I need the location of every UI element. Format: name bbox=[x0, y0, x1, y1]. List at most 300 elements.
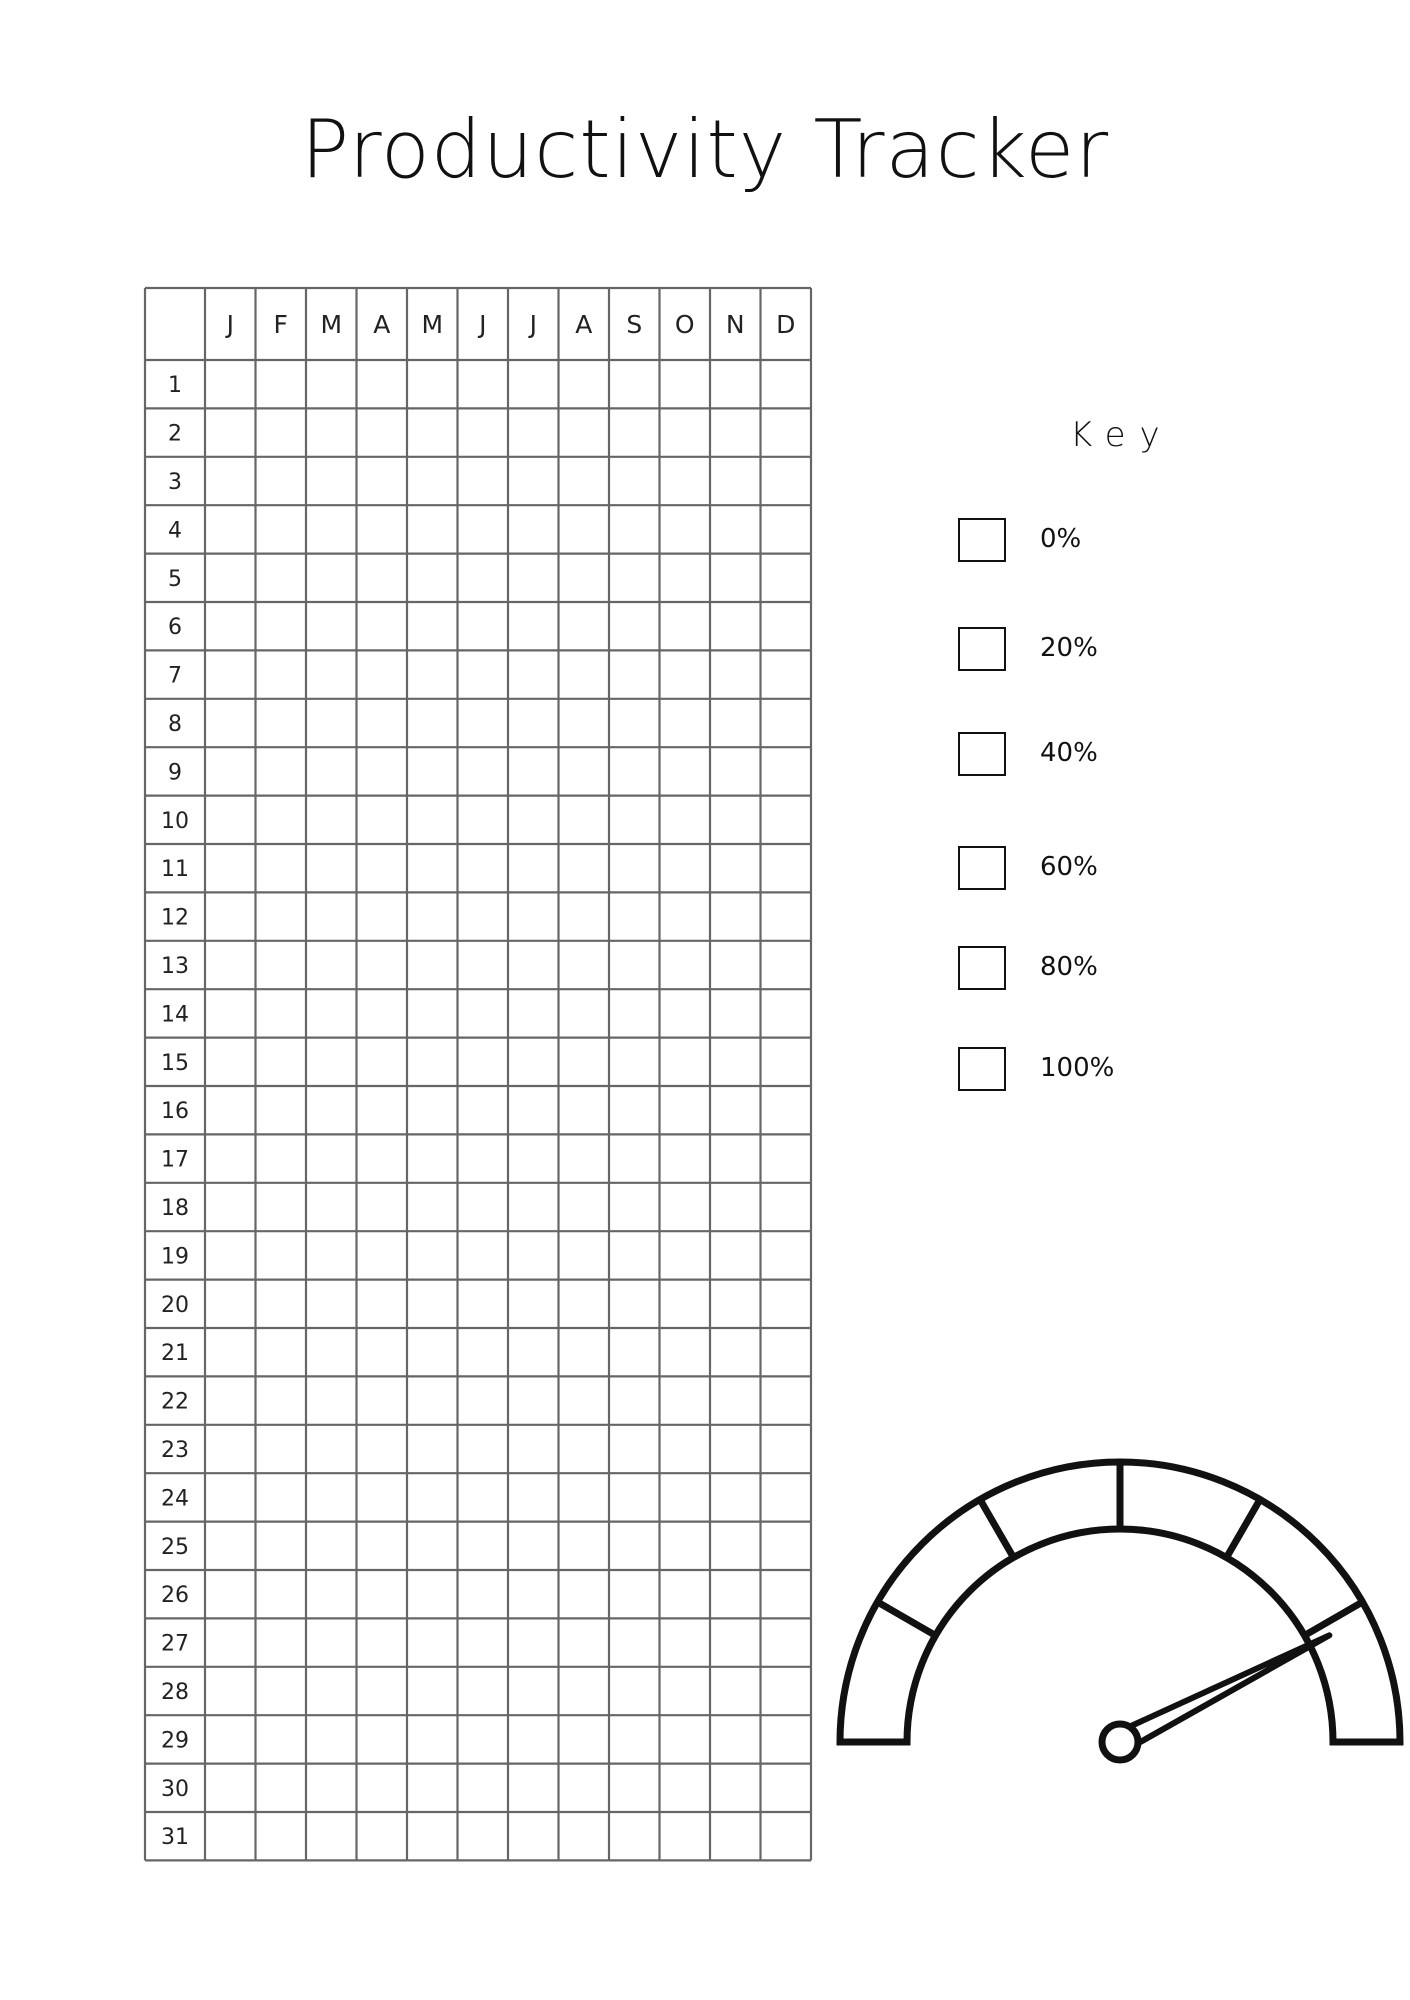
tracker-cell[interactable] bbox=[358, 1330, 406, 1375]
tracker-cell[interactable] bbox=[459, 1136, 507, 1181]
tracker-cell[interactable] bbox=[358, 942, 406, 987]
tracker-cell[interactable] bbox=[611, 1039, 659, 1084]
tracker-cell[interactable] bbox=[661, 1523, 709, 1568]
tracker-cell[interactable] bbox=[661, 1233, 709, 1278]
tracker-cell[interactable] bbox=[358, 1620, 406, 1665]
tracker-cell[interactable] bbox=[712, 1330, 760, 1375]
tracker-cell[interactable] bbox=[257, 894, 305, 939]
tracker-cell[interactable] bbox=[712, 1426, 760, 1471]
tracker-cell[interactable] bbox=[510, 362, 558, 407]
tracker-cell[interactable] bbox=[611, 1765, 659, 1810]
tracker-cell[interactable] bbox=[712, 1717, 760, 1762]
tracker-cell[interactable] bbox=[661, 1620, 709, 1665]
tracker-cell[interactable] bbox=[459, 1281, 507, 1326]
tracker-cell[interactable] bbox=[611, 1233, 659, 1278]
tracker-cell[interactable] bbox=[661, 458, 709, 503]
tracker-cell[interactable] bbox=[560, 458, 608, 503]
tracker-cell[interactable] bbox=[712, 1378, 760, 1423]
tracker-cell[interactable] bbox=[459, 1184, 507, 1229]
tracker-cell[interactable] bbox=[257, 700, 305, 745]
tracker-cell[interactable] bbox=[207, 942, 255, 987]
tracker-cell[interactable] bbox=[207, 362, 255, 407]
tracker-cell[interactable] bbox=[661, 1475, 709, 1520]
tracker-cell[interactable] bbox=[762, 1572, 810, 1617]
tracker-cell[interactable] bbox=[510, 894, 558, 939]
tracker-cell[interactable] bbox=[409, 1233, 457, 1278]
tracker-cell[interactable] bbox=[257, 942, 305, 987]
tracker-cell[interactable] bbox=[611, 1281, 659, 1326]
tracker-cell[interactable] bbox=[510, 1378, 558, 1423]
tracker-cell[interactable] bbox=[560, 555, 608, 600]
tracker-cell[interactable] bbox=[308, 1475, 356, 1520]
tracker-cell[interactable] bbox=[308, 1620, 356, 1665]
tracker-cell[interactable] bbox=[611, 1717, 659, 1762]
tracker-cell[interactable] bbox=[207, 1668, 255, 1713]
tracker-cell[interactable] bbox=[257, 1039, 305, 1084]
tracker-cell[interactable] bbox=[308, 1281, 356, 1326]
tracker-cell[interactable] bbox=[358, 1717, 406, 1762]
tracker-cell[interactable] bbox=[409, 991, 457, 1036]
tracker-cell[interactable] bbox=[459, 991, 507, 1036]
tracker-cell[interactable] bbox=[712, 1281, 760, 1326]
tracker-cell[interactable] bbox=[409, 1717, 457, 1762]
tracker-cell[interactable] bbox=[560, 749, 608, 794]
tracker-cell[interactable] bbox=[762, 1330, 810, 1375]
tracker-cell[interactable] bbox=[611, 1136, 659, 1181]
tracker-cell[interactable] bbox=[308, 1378, 356, 1423]
tracker-cell[interactable] bbox=[308, 1572, 356, 1617]
tracker-cell[interactable] bbox=[409, 700, 457, 745]
tracker-cell[interactable] bbox=[459, 846, 507, 891]
tracker-cell[interactable] bbox=[257, 1233, 305, 1278]
tracker-cell[interactable] bbox=[560, 700, 608, 745]
tracker-cell[interactable] bbox=[409, 507, 457, 552]
tracker-cell[interactable] bbox=[308, 1765, 356, 1810]
tracker-cell[interactable] bbox=[762, 1039, 810, 1084]
tracker-cell[interactable] bbox=[207, 1233, 255, 1278]
tracker-cell[interactable] bbox=[510, 942, 558, 987]
tracker-cell[interactable] bbox=[358, 410, 406, 455]
tracker-cell[interactable] bbox=[459, 1765, 507, 1810]
tracker-cell[interactable] bbox=[459, 1475, 507, 1520]
tracker-cell[interactable] bbox=[358, 1281, 406, 1326]
tracker-cell[interactable] bbox=[510, 1330, 558, 1375]
tracker-cell[interactable] bbox=[611, 1330, 659, 1375]
tracker-cell[interactable] bbox=[762, 700, 810, 745]
tracker-cell[interactable] bbox=[510, 652, 558, 697]
tracker-cell[interactable] bbox=[308, 410, 356, 455]
tracker-cell[interactable] bbox=[257, 797, 305, 842]
tracker-cell[interactable] bbox=[661, 846, 709, 891]
tracker-cell[interactable] bbox=[560, 991, 608, 1036]
tracker-cell[interactable] bbox=[560, 1475, 608, 1520]
tracker-cell[interactable] bbox=[409, 362, 457, 407]
tracker-cell[interactable] bbox=[257, 1378, 305, 1423]
tracker-cell[interactable] bbox=[661, 1668, 709, 1713]
tracker-cell[interactable] bbox=[308, 942, 356, 987]
tracker-cell[interactable] bbox=[409, 1378, 457, 1423]
key-checkbox[interactable] bbox=[958, 846, 1006, 890]
tracker-cell[interactable] bbox=[560, 604, 608, 649]
tracker-cell[interactable] bbox=[510, 1088, 558, 1133]
tracker-cell[interactable] bbox=[560, 797, 608, 842]
tracker-cell[interactable] bbox=[762, 894, 810, 939]
tracker-cell[interactable] bbox=[661, 1330, 709, 1375]
tracker-cell[interactable] bbox=[257, 1620, 305, 1665]
tracker-cell[interactable] bbox=[207, 991, 255, 1036]
tracker-cell[interactable] bbox=[207, 1281, 255, 1326]
tracker-cell[interactable] bbox=[762, 1281, 810, 1326]
tracker-cell[interactable] bbox=[207, 1136, 255, 1181]
tracker-cell[interactable] bbox=[510, 1426, 558, 1471]
tracker-cell[interactable] bbox=[257, 458, 305, 503]
tracker-cell[interactable] bbox=[611, 410, 659, 455]
tracker-cell[interactable] bbox=[409, 1523, 457, 1568]
tracker-cell[interactable] bbox=[358, 458, 406, 503]
tracker-cell[interactable] bbox=[257, 1281, 305, 1326]
tracker-cell[interactable] bbox=[712, 362, 760, 407]
tracker-cell[interactable] bbox=[459, 1523, 507, 1568]
tracker-cell[interactable] bbox=[762, 652, 810, 697]
tracker-cell[interactable] bbox=[762, 410, 810, 455]
tracker-cell[interactable] bbox=[358, 991, 406, 1036]
tracker-cell[interactable] bbox=[661, 942, 709, 987]
tracker-cell[interactable] bbox=[459, 1233, 507, 1278]
tracker-cell[interactable] bbox=[560, 1136, 608, 1181]
tracker-cell[interactable] bbox=[712, 1572, 760, 1617]
tracker-cell[interactable] bbox=[560, 1426, 608, 1471]
tracker-cell[interactable] bbox=[257, 1668, 305, 1713]
tracker-cell[interactable] bbox=[661, 1378, 709, 1423]
tracker-cell[interactable] bbox=[207, 604, 255, 649]
tracker-cell[interactable] bbox=[560, 1523, 608, 1568]
tracker-cell[interactable] bbox=[409, 1184, 457, 1229]
tracker-cell[interactable] bbox=[560, 410, 608, 455]
tracker-cell[interactable] bbox=[257, 1523, 305, 1568]
tracker-cell[interactable] bbox=[459, 555, 507, 600]
tracker-cell[interactable] bbox=[712, 458, 760, 503]
tracker-cell[interactable] bbox=[207, 700, 255, 745]
tracker-cell[interactable] bbox=[762, 942, 810, 987]
tracker-cell[interactable] bbox=[358, 1765, 406, 1810]
tracker-cell[interactable] bbox=[207, 1717, 255, 1762]
tracker-cell[interactable] bbox=[762, 1475, 810, 1520]
key-checkbox[interactable] bbox=[958, 627, 1006, 671]
tracker-cell[interactable] bbox=[358, 1136, 406, 1181]
tracker-cell[interactable] bbox=[257, 846, 305, 891]
tracker-cell[interactable] bbox=[560, 1765, 608, 1810]
tracker-cell[interactable] bbox=[611, 991, 659, 1036]
tracker-cell[interactable] bbox=[459, 942, 507, 987]
tracker-cell[interactable] bbox=[207, 1765, 255, 1810]
tracker-cell[interactable] bbox=[207, 1620, 255, 1665]
tracker-cell[interactable] bbox=[712, 991, 760, 1036]
tracker-cell[interactable] bbox=[661, 894, 709, 939]
tracker-cell[interactable] bbox=[560, 652, 608, 697]
tracker-cell[interactable] bbox=[762, 991, 810, 1036]
tracker-cell[interactable] bbox=[762, 458, 810, 503]
tracker-cell[interactable] bbox=[358, 1668, 406, 1713]
tracker-cell[interactable] bbox=[611, 652, 659, 697]
tracker-cell[interactable] bbox=[661, 507, 709, 552]
tracker-cell[interactable] bbox=[510, 1039, 558, 1084]
tracker-cell[interactable] bbox=[308, 1814, 356, 1859]
tracker-cell[interactable] bbox=[207, 1184, 255, 1229]
tracker-cell[interactable] bbox=[358, 797, 406, 842]
tracker-cell[interactable] bbox=[712, 894, 760, 939]
tracker-cell[interactable] bbox=[560, 507, 608, 552]
tracker-cell[interactable] bbox=[712, 1475, 760, 1520]
tracker-cell[interactable] bbox=[762, 797, 810, 842]
tracker-cell[interactable] bbox=[459, 1378, 507, 1423]
tracker-cell[interactable] bbox=[611, 749, 659, 794]
tracker-cell[interactable] bbox=[358, 1184, 406, 1229]
tracker-cell[interactable] bbox=[661, 1088, 709, 1133]
tracker-cell[interactable] bbox=[762, 1668, 810, 1713]
tracker-cell[interactable] bbox=[459, 1572, 507, 1617]
tracker-cell[interactable] bbox=[358, 749, 406, 794]
tracker-cell[interactable] bbox=[510, 1620, 558, 1665]
tracker-cell[interactable] bbox=[459, 1717, 507, 1762]
tracker-cell[interactable] bbox=[560, 894, 608, 939]
tracker-cell[interactable] bbox=[611, 1814, 659, 1859]
tracker-cell[interactable] bbox=[712, 1184, 760, 1229]
tracker-cell[interactable] bbox=[409, 749, 457, 794]
tracker-cell[interactable] bbox=[712, 1039, 760, 1084]
tracker-cell[interactable] bbox=[712, 507, 760, 552]
tracker-cell[interactable] bbox=[409, 1668, 457, 1713]
tracker-cell[interactable] bbox=[762, 1620, 810, 1665]
tracker-cell[interactable] bbox=[409, 1572, 457, 1617]
tracker-cell[interactable] bbox=[257, 652, 305, 697]
tracker-cell[interactable] bbox=[257, 749, 305, 794]
tracker-cell[interactable] bbox=[762, 1136, 810, 1181]
tracker-cell[interactable] bbox=[459, 1620, 507, 1665]
tracker-cell[interactable] bbox=[358, 1572, 406, 1617]
tracker-cell[interactable] bbox=[409, 652, 457, 697]
tracker-cell[interactable] bbox=[510, 749, 558, 794]
tracker-cell[interactable] bbox=[661, 700, 709, 745]
tracker-cell[interactable] bbox=[409, 1136, 457, 1181]
tracker-cell[interactable] bbox=[308, 652, 356, 697]
tracker-cell[interactable] bbox=[560, 1378, 608, 1423]
tracker-cell[interactable] bbox=[510, 797, 558, 842]
tracker-cell[interactable] bbox=[611, 1523, 659, 1568]
tracker-cell[interactable] bbox=[510, 458, 558, 503]
tracker-cell[interactable] bbox=[358, 604, 406, 649]
key-checkbox[interactable] bbox=[958, 1047, 1006, 1091]
tracker-cell[interactable] bbox=[510, 555, 558, 600]
tracker-cell[interactable] bbox=[459, 1088, 507, 1133]
tracker-cell[interactable] bbox=[257, 555, 305, 600]
tracker-cell[interactable] bbox=[611, 1620, 659, 1665]
tracker-cell[interactable] bbox=[611, 458, 659, 503]
tracker-cell[interactable] bbox=[459, 1039, 507, 1084]
tracker-cell[interactable] bbox=[661, 991, 709, 1036]
tracker-cell[interactable] bbox=[712, 1765, 760, 1810]
tracker-cell[interactable] bbox=[207, 1088, 255, 1133]
tracker-cell[interactable] bbox=[510, 991, 558, 1036]
tracker-cell[interactable] bbox=[661, 1765, 709, 1810]
tracker-cell[interactable] bbox=[762, 1088, 810, 1133]
key-checkbox[interactable] bbox=[958, 946, 1006, 990]
tracker-cell[interactable] bbox=[308, 1088, 356, 1133]
tracker-cell[interactable] bbox=[510, 1572, 558, 1617]
tracker-cell[interactable] bbox=[510, 1475, 558, 1520]
tracker-cell[interactable] bbox=[257, 410, 305, 455]
tracker-cell[interactable] bbox=[611, 1572, 659, 1617]
tracker-cell[interactable] bbox=[661, 652, 709, 697]
tracker-cell[interactable] bbox=[611, 555, 659, 600]
tracker-cell[interactable] bbox=[409, 1281, 457, 1326]
tracker-cell[interactable] bbox=[207, 555, 255, 600]
tracker-cell[interactable] bbox=[358, 507, 406, 552]
tracker-cell[interactable] bbox=[712, 797, 760, 842]
tracker-cell[interactable] bbox=[560, 1620, 608, 1665]
tracker-cell[interactable] bbox=[207, 1572, 255, 1617]
tracker-cell[interactable] bbox=[712, 1233, 760, 1278]
tracker-cell[interactable] bbox=[611, 797, 659, 842]
tracker-cell[interactable] bbox=[207, 1523, 255, 1568]
tracker-cell[interactable] bbox=[661, 1426, 709, 1471]
tracker-cell[interactable] bbox=[560, 1717, 608, 1762]
tracker-cell[interactable] bbox=[762, 1233, 810, 1278]
tracker-cell[interactable] bbox=[459, 1668, 507, 1713]
tracker-cell[interactable] bbox=[762, 1765, 810, 1810]
tracker-cell[interactable] bbox=[409, 797, 457, 842]
tracker-cell[interactable] bbox=[510, 1184, 558, 1229]
tracker-cell[interactable] bbox=[308, 700, 356, 745]
tracker-cell[interactable] bbox=[762, 1717, 810, 1762]
tracker-cell[interactable] bbox=[409, 1620, 457, 1665]
tracker-cell[interactable] bbox=[510, 846, 558, 891]
tracker-cell[interactable] bbox=[510, 507, 558, 552]
tracker-cell[interactable] bbox=[560, 1184, 608, 1229]
tracker-cell[interactable] bbox=[358, 894, 406, 939]
tracker-cell[interactable] bbox=[712, 1620, 760, 1665]
tracker-cell[interactable] bbox=[207, 410, 255, 455]
tracker-cell[interactable] bbox=[510, 1523, 558, 1568]
tracker-cell[interactable] bbox=[207, 894, 255, 939]
tracker-cell[interactable] bbox=[207, 652, 255, 697]
tracker-cell[interactable] bbox=[459, 458, 507, 503]
tracker-cell[interactable] bbox=[308, 991, 356, 1036]
tracker-cell[interactable] bbox=[207, 797, 255, 842]
key-checkbox[interactable] bbox=[958, 732, 1006, 776]
tracker-cell[interactable] bbox=[611, 1088, 659, 1133]
tracker-cell[interactable] bbox=[560, 846, 608, 891]
tracker-cell[interactable] bbox=[308, 1717, 356, 1762]
tracker-cell[interactable] bbox=[560, 1039, 608, 1084]
tracker-cell[interactable] bbox=[459, 749, 507, 794]
tracker-cell[interactable] bbox=[762, 507, 810, 552]
tracker-cell[interactable] bbox=[510, 700, 558, 745]
tracker-cell[interactable] bbox=[661, 1039, 709, 1084]
tracker-cell[interactable] bbox=[257, 507, 305, 552]
tracker-cell[interactable] bbox=[459, 362, 507, 407]
tracker-cell[interactable] bbox=[207, 1330, 255, 1375]
tracker-cell[interactable] bbox=[510, 1281, 558, 1326]
tracker-cell[interactable] bbox=[510, 410, 558, 455]
tracker-cell[interactable] bbox=[308, 797, 356, 842]
tracker-cell[interactable] bbox=[661, 362, 709, 407]
tracker-cell[interactable] bbox=[611, 894, 659, 939]
tracker-cell[interactable] bbox=[308, 846, 356, 891]
tracker-cell[interactable] bbox=[308, 1039, 356, 1084]
tracker-cell[interactable] bbox=[712, 942, 760, 987]
tracker-cell[interactable] bbox=[409, 555, 457, 600]
tracker-cell[interactable] bbox=[712, 1088, 760, 1133]
tracker-cell[interactable] bbox=[207, 1426, 255, 1471]
tracker-cell[interactable] bbox=[560, 1572, 608, 1617]
tracker-cell[interactable] bbox=[207, 507, 255, 552]
tracker-cell[interactable] bbox=[762, 1184, 810, 1229]
tracker-cell[interactable] bbox=[611, 846, 659, 891]
tracker-cell[interactable] bbox=[409, 1426, 457, 1471]
tracker-cell[interactable] bbox=[358, 362, 406, 407]
tracker-cell[interactable] bbox=[712, 1136, 760, 1181]
key-checkbox[interactable] bbox=[958, 518, 1006, 562]
tracker-cell[interactable] bbox=[358, 700, 406, 745]
tracker-cell[interactable] bbox=[409, 1330, 457, 1375]
tracker-cell[interactable] bbox=[762, 1523, 810, 1568]
tracker-cell[interactable] bbox=[560, 362, 608, 407]
tracker-cell[interactable] bbox=[459, 700, 507, 745]
tracker-cell[interactable] bbox=[560, 1330, 608, 1375]
tracker-cell[interactable] bbox=[257, 1572, 305, 1617]
tracker-cell[interactable] bbox=[459, 797, 507, 842]
tracker-cell[interactable] bbox=[207, 1814, 255, 1859]
tracker-cell[interactable] bbox=[308, 1668, 356, 1713]
tracker-cell[interactable] bbox=[409, 1039, 457, 1084]
tracker-cell[interactable] bbox=[661, 1572, 709, 1617]
tracker-cell[interactable] bbox=[308, 1523, 356, 1568]
tracker-cell[interactable] bbox=[560, 942, 608, 987]
tracker-cell[interactable] bbox=[510, 1668, 558, 1713]
tracker-cell[interactable] bbox=[661, 1184, 709, 1229]
tracker-cell[interactable] bbox=[510, 604, 558, 649]
tracker-cell[interactable] bbox=[308, 1136, 356, 1181]
tracker-cell[interactable] bbox=[308, 1330, 356, 1375]
tracker-cell[interactable] bbox=[257, 1814, 305, 1859]
tracker-cell[interactable] bbox=[510, 1233, 558, 1278]
tracker-cell[interactable] bbox=[661, 797, 709, 842]
tracker-cell[interactable] bbox=[661, 749, 709, 794]
tracker-cell[interactable] bbox=[762, 1378, 810, 1423]
tracker-cell[interactable] bbox=[762, 362, 810, 407]
tracker-cell[interactable] bbox=[257, 1765, 305, 1810]
tracker-cell[interactable] bbox=[358, 652, 406, 697]
tracker-cell[interactable] bbox=[762, 749, 810, 794]
tracker-cell[interactable] bbox=[308, 1426, 356, 1471]
tracker-cell[interactable] bbox=[611, 1475, 659, 1520]
tracker-cell[interactable] bbox=[661, 1136, 709, 1181]
tracker-cell[interactable] bbox=[257, 1475, 305, 1520]
tracker-cell[interactable] bbox=[611, 1184, 659, 1229]
tracker-cell[interactable] bbox=[712, 846, 760, 891]
tracker-cell[interactable] bbox=[611, 700, 659, 745]
tracker-cell[interactable] bbox=[409, 1814, 457, 1859]
tracker-cell[interactable] bbox=[712, 652, 760, 697]
tracker-cell[interactable] bbox=[409, 1475, 457, 1520]
tracker-cell[interactable] bbox=[459, 894, 507, 939]
tracker-cell[interactable] bbox=[409, 1088, 457, 1133]
tracker-cell[interactable] bbox=[207, 749, 255, 794]
tracker-cell[interactable] bbox=[257, 991, 305, 1036]
tracker-cell[interactable] bbox=[762, 846, 810, 891]
tracker-cell[interactable] bbox=[762, 1426, 810, 1471]
tracker-cell[interactable] bbox=[510, 1136, 558, 1181]
